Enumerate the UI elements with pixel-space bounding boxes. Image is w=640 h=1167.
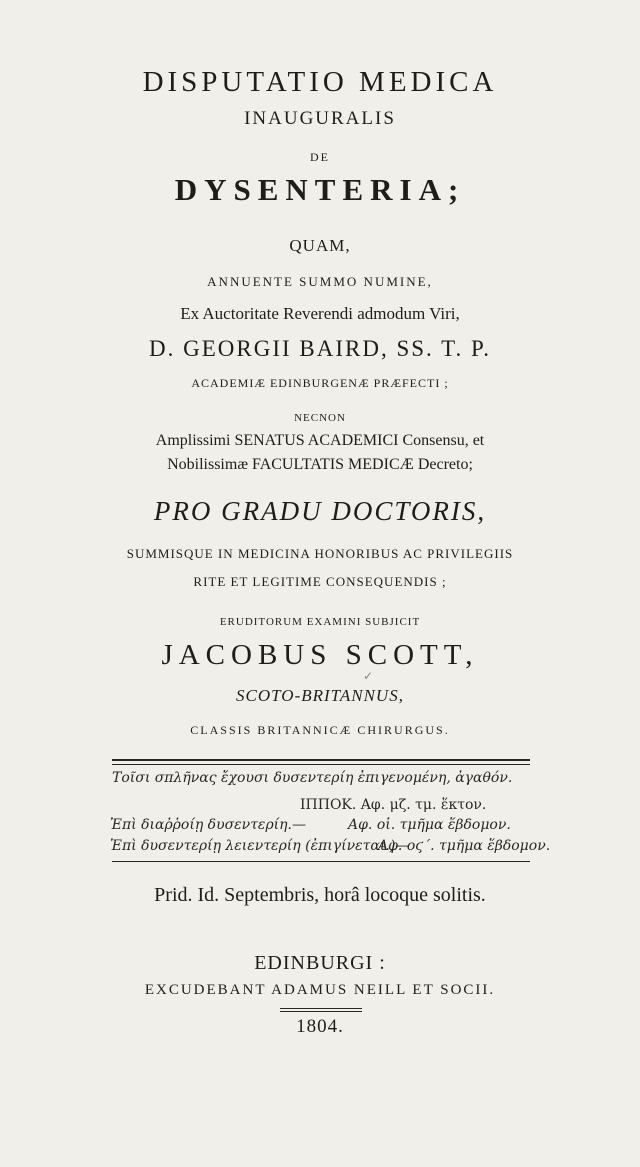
ink-mark: ✓ [363,669,374,683]
quam-line: QUAM, [289,236,351,255]
greek-quote-line-3: Ἐπὶ δυσεντερίῃ λειεντερίη (ἐπιγίνεται.)— [110,838,410,854]
greek-quote-reference-3: Αφ. οϛ΄. τμῆμα ἕβδομον. [378,838,551,854]
scoto-britannus-line: SCOTO-BRITANNUS, [236,686,404,705]
imprint-printer-line: EXCUDEBANT ADAMUS NEILL ET SOCII. [144,982,496,998]
imprint-rule [280,1008,362,1009]
annuente-line: ANNUENTE SUMMO NUMINE, [207,274,433,289]
date-line: Prid. Id. Septembris, horâ locoque solitis. [154,884,486,906]
title-line-de: DE [310,150,330,164]
quote-top-rule-thin [112,764,530,765]
imprint-city-line: EDINBURGI : [254,952,386,974]
rite-line: RITE ET LEGITIME CONSEQUENDIS ; [193,574,447,589]
quote-bottom-rule [112,861,530,862]
classis-line: CLASSIS BRITANNICÆ CHIRURGUS. [190,723,450,737]
academiae-line: ACADEMIÆ EDINBURGENÆ PRÆFECTI ; [191,376,449,390]
necnon-line: NECNON [294,412,346,424]
senatus-line: Amplissimi SENATUS ACADEMICI Consensu, et [155,432,485,449]
summisque-line: SUMMISQUE IN MEDICINA HONORIBUS AC PRIVILEGIIS [126,546,514,561]
greek-quote-line-2: Ἐπὶ διαῤῥοίῃ δυσεντερίη.— [110,817,307,833]
pro-gradu-line: PRO GRADU DOCTORIS, [153,496,487,526]
eruditorum-line: ERUDITORUM EXAMINI SUBJICIT [219,616,421,628]
imprint-rule-2 [280,1011,362,1012]
title-line-disputatio: DISPUTATIO MEDICA [142,66,498,98]
auctoritate-line: Ex Auctoritate Reverendi admodum Viri, [180,304,460,323]
quote-top-rule [112,759,530,761]
baird-name-line: D. GEORGII BAIRD, SS. T. P. [149,336,491,361]
facultatis-line: Nobilissimæ FACULTATIS MEDICÆ Decreto; [167,456,473,473]
imprint-year-line: 1804. [296,1016,344,1037]
greek-quote-reference-2: Αφ. οἱ. τμῆμα ἕβδομον. [348,817,511,833]
greek-quote-reference-1: ΙΠΠΟΚ. Αφ. μζ. τμ. ἕκτον. [300,797,487,813]
author-name-line: JACOBUS SCOTT, [161,639,479,671]
greek-quote-line-1: Τοῖσι σπλῆνας ἔχουσι δυσεντερίη ἐπιγενομένη, ἀγαθόν. [112,770,513,786]
title-line-dysenteria: DYSENTERIA; [174,172,466,207]
title-line-inauguralis: INAUGURALIS [244,108,396,129]
